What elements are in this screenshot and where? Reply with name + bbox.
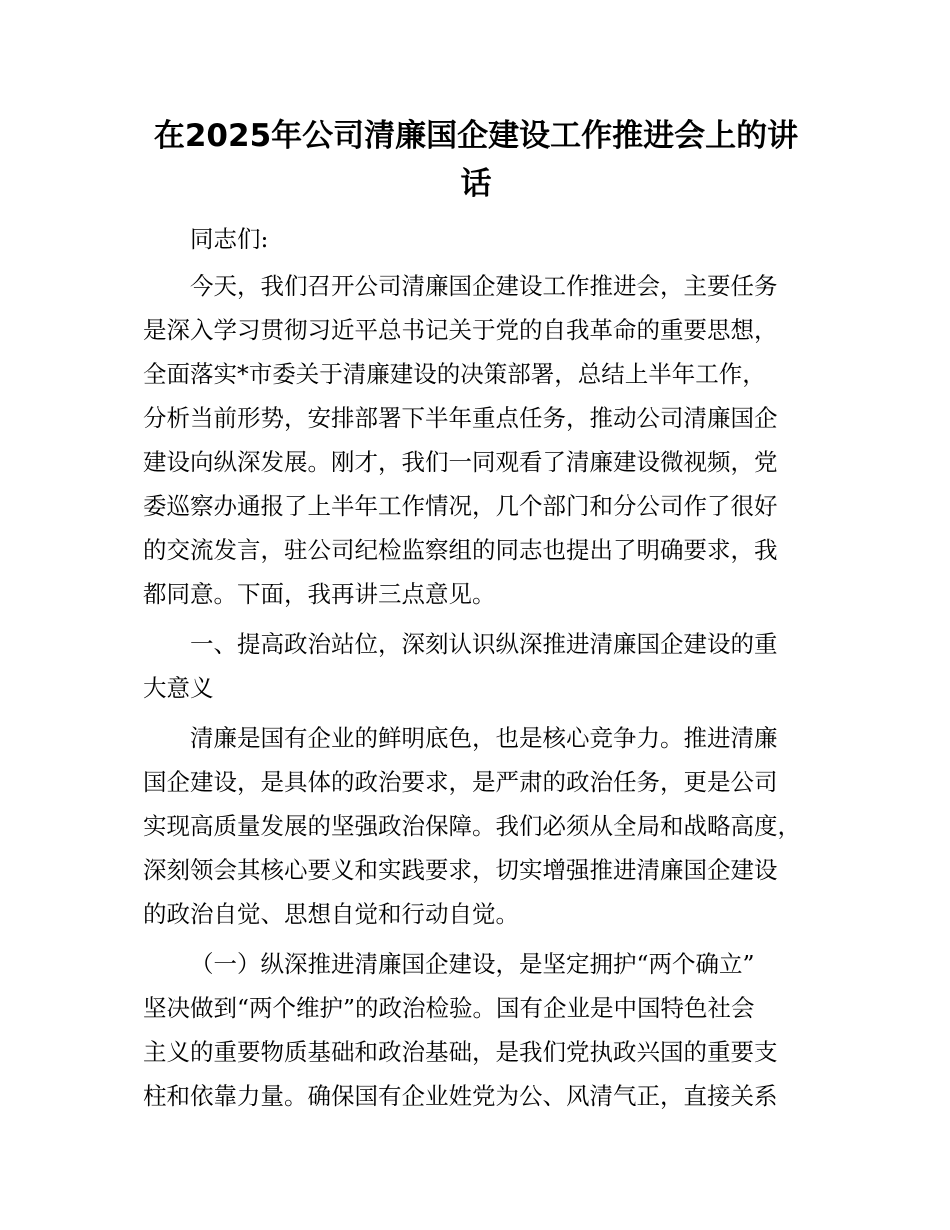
- paragraph-3-line-2: 坚决做到“两个维护”的政治检验。国有企业是中国特色社会: [143, 994, 755, 1022]
- paragraph-1-line-7: 的交流发言，驻公司纪检监察组的同志也提出了明确要求，我: [143, 536, 778, 564]
- salutation: 同志们:: [190, 225, 269, 253]
- paragraph-1-line-2: 是深入学习贯彻习近平总书记关于党的自我革命的重要思想，: [143, 316, 778, 344]
- section-heading-1-line-1: 一、提高政治站位，深刻认识纵深推进清廉国企建设的重: [190, 630, 778, 658]
- paragraph-1-line-5: 建设向纵深发展。刚才，我们一同观看了清廉建设微视频，党: [143, 448, 778, 476]
- paragraph-1-line-8: 都同意。下面，我再讲三点意见。: [143, 580, 496, 608]
- paragraph-2-line-4: 深刻领会其核心要义和实践要求，切实增强推进清廉国企建设: [143, 856, 778, 884]
- paragraph-3-line-4: 柱和依靠力量。确保国有企业姓党为公、风清气正，直接关系: [143, 1082, 778, 1110]
- paragraph-3-line-3: 主义的重要物质基础和政治基础，是我们党执政兴国的重要支: [143, 1038, 778, 1066]
- paragraph-1-line-3: 全面落实*市委关于清廉建设的决策部署，总结上半年工作，: [143, 360, 766, 388]
- document-title: 在2025年公司清廉国企建设工作推进会上的讲话: [153, 118, 799, 202]
- paragraph-2-line-5: 的政治自觉、思想自觉和行动自觉。: [143, 900, 519, 928]
- paragraph-2-line-2: 国企建设，是具体的政治要求，是严肃的政治任务，更是公司: [143, 768, 778, 796]
- section-heading-1-line-2: 大意义: [143, 674, 214, 702]
- paragraph-2-line-1: 清廉是国有企业的鲜明底色，也是核心竞争力。推进清廉: [190, 724, 778, 752]
- paragraph-2-line-3: 实现高质量发展的坚强政治保障。我们必须从全局和战略高度，: [143, 812, 801, 840]
- paragraph-1-line-4: 分析当前形势，安排部署下半年重点任务，推动公司清廉国企: [143, 404, 778, 432]
- paragraph-1-line-6: 委巡察办通报了上半年工作情况，几个部门和分公司作了很好: [143, 492, 778, 520]
- paragraph-3-line-1: （一）纵深推进清廉国企建设，是坚定拥护“两个确立”: [190, 950, 755, 978]
- paragraph-1-line-1: 今天，我们召开公司清廉国企建设工作推进会，主要任务: [190, 272, 778, 300]
